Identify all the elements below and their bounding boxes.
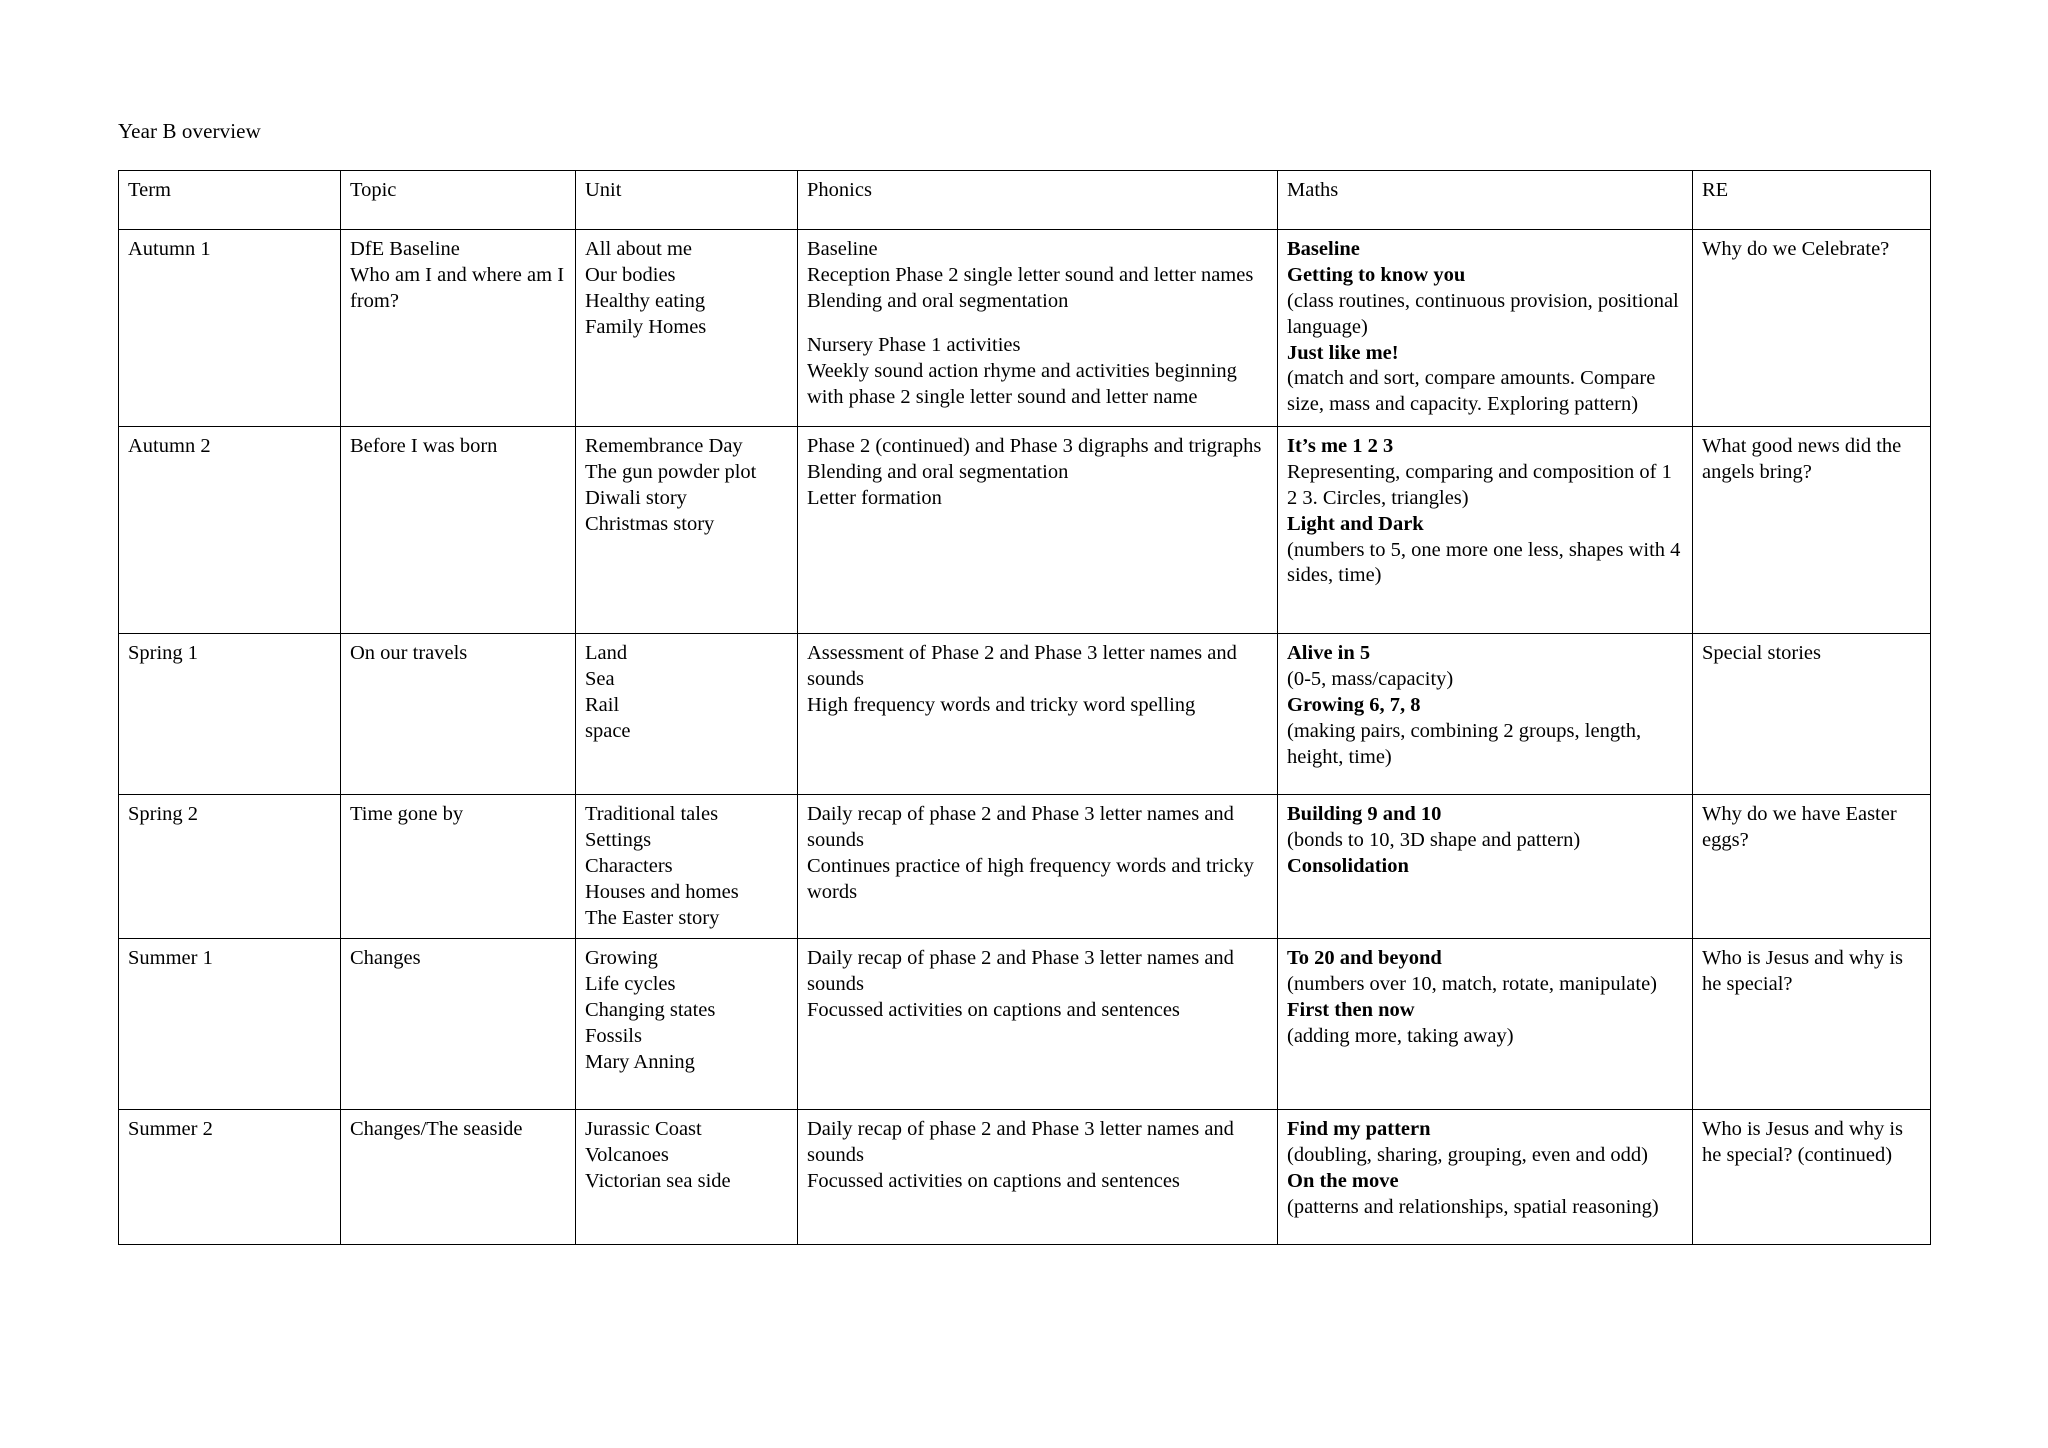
cell-re <box>1693 795 1931 939</box>
cell-maths-line: (numbers over 10, match, rotate, manipulate) <box>1287 973 1658 996</box>
cell-phonics-line: Focussed activities on captions and sentences <box>807 999 1180 1022</box>
cell-phonics-line: Weekly sound action rhyme and activities beginning with phase 2 single letter sound and letter name <box>807 360 1243 408</box>
cell-unit-line: The Easter story <box>585 906 720 929</box>
cell-unit-line: Jurassic Coast <box>585 1118 702 1141</box>
cell-re <box>1693 427 1931 634</box>
cell-unit-line: Life cycles <box>585 973 676 996</box>
cell-unit-line: Houses and homes <box>585 880 739 903</box>
cell-maths-line: (0-5, mass/capacity) <box>1287 668 1454 691</box>
cell-phonics-line: Letter formation <box>807 486 942 509</box>
cell-phonics-line: Blending and oral segmentation <box>807 461 1069 484</box>
cell-phonics-line: Continues practice of high frequency words and tricky words <box>807 854 1260 903</box>
cell-unit <box>576 427 798 634</box>
cell-unit-line: Changing states <box>585 999 716 1022</box>
cell-unit <box>576 634 798 795</box>
cell-phonics <box>798 939 1278 1110</box>
cell-term <box>119 427 341 634</box>
cell-unit-line: Growing <box>585 947 658 970</box>
cell-maths-line: Baseline <box>1287 238 1360 261</box>
column-header-maths: Maths <box>1278 171 1693 230</box>
cell-maths-line: It’s me 1 2 3 <box>1287 435 1394 458</box>
cell-phonics-line: Daily recap of phase 2 and Phase 3 letter names and sounds <box>807 947 1240 996</box>
cell-maths-line: Growing 6, 7, 8 <box>1287 693 1421 716</box>
cell-unit-line: Settings <box>585 829 652 852</box>
cell-topic-line: DfE Baseline <box>350 238 460 261</box>
cell-maths-line: First then now <box>1287 999 1415 1022</box>
cell-maths-line: Consolidation <box>1287 854 1409 877</box>
cell-phonics-line: Baseline <box>807 238 878 261</box>
column-header-unit: Unit <box>576 171 798 230</box>
cell-maths-line: (bonds to 10, 3D shape and pattern) <box>1287 829 1581 852</box>
cell-topic-line: Time gone by <box>350 803 464 826</box>
column-header-phonics: Phonics <box>798 171 1278 230</box>
cell-phonics-line: Daily recap of phase 2 and Phase 3 letter names and sounds <box>807 803 1240 852</box>
cell-maths-line: (class routines, continuous provision, positional language) <box>1287 289 1684 338</box>
cell-phonics-line: Assessment of Phase 2 and Phase 3 letter names and sounds <box>807 642 1242 691</box>
cell-maths <box>1278 230 1693 427</box>
cell-maths-line: Alive in 5 <box>1287 642 1371 665</box>
cell-term <box>119 939 341 1110</box>
cell-unit-line: The gun powder plot <box>585 461 757 484</box>
cell-unit-line: Healthy eating <box>585 289 706 312</box>
cell-unit-line: space <box>585 719 631 742</box>
cell-topic <box>341 795 576 939</box>
cell-maths-line: (match and sort, compare amounts. Compare size, mass and capacity. Exploring pattern) <box>1287 367 1661 416</box>
cell-re-line: What good news did the angels bring? <box>1702 435 1907 484</box>
cell-phonics-line: High frequency words and tricky word spelling <box>807 693 1196 716</box>
cell-term-line: Summer 2 <box>128 1118 213 1141</box>
table-header <box>119 171 1931 230</box>
cell-maths <box>1278 1110 1693 1245</box>
cell-topic-line: Before I was born <box>350 435 498 458</box>
cell-maths-line: Light and Dark <box>1287 512 1424 535</box>
cell-unit-line: Mary Anning <box>585 1050 695 1073</box>
cell-unit <box>576 1110 798 1245</box>
cell-unit-line: Remembrance Day <box>585 435 743 458</box>
cell-unit <box>576 795 798 939</box>
cell-phonics <box>798 427 1278 634</box>
table-row <box>119 230 1931 427</box>
cell-unit-line: Family Homes <box>585 315 707 338</box>
cell-term-line: Spring 1 <box>128 642 199 665</box>
cell-maths <box>1278 795 1693 939</box>
cell-re <box>1693 1110 1931 1245</box>
cell-term <box>119 230 341 427</box>
year-b-overview-table <box>118 170 1931 1245</box>
table-row <box>119 634 1931 795</box>
column-header-term: Term <box>119 171 341 230</box>
cell-term <box>119 634 341 795</box>
cell-maths-line: (patterns and relationships, spatial reasoning) <box>1287 1195 1659 1218</box>
cell-re <box>1693 230 1931 427</box>
cell-phonics <box>798 1110 1278 1245</box>
cell-phonics-line: Blending and oral segmentation <box>807 289 1069 312</box>
cell-re-line: Who is Jesus and why is he special? (continued) <box>1702 1118 1909 1167</box>
cell-re-line: Special stories <box>1702 642 1821 665</box>
cell-unit-line: Diwali story <box>585 486 687 509</box>
cell-term <box>119 1110 341 1245</box>
cell-topic-line: Changes/The seaside <box>350 1118 523 1141</box>
column-header-topic: Topic <box>341 171 576 230</box>
cell-term-line: Spring 2 <box>128 803 199 826</box>
cell-phonics <box>798 230 1278 427</box>
cell-unit-line: Fossils <box>585 1024 642 1047</box>
cell-maths-line: (adding more, taking away) <box>1287 1024 1514 1047</box>
cell-topic-line: Who am I and where am I from? <box>350 264 570 312</box>
cell-unit-line: Land <box>585 642 628 665</box>
cell-topic <box>341 1110 576 1245</box>
cell-maths-line: Representing, comparing and composition of 1 2 3. Circles, triangles) <box>1287 461 1677 509</box>
cell-phonics-line: Phase 2 (continued) and Phase 3 digraphs and trigraphs <box>807 435 1262 458</box>
cell-topic <box>341 634 576 795</box>
cell-topic-line: On our travels <box>350 642 468 665</box>
cell-unit-line: Christmas story <box>585 512 715 535</box>
cell-maths-line: (numbers to 5, one more one less, shapes with 4 sides, time) <box>1287 538 1686 587</box>
cell-topic-line: Changes <box>350 947 421 970</box>
cell-maths-line: Just like me! <box>1287 341 1399 364</box>
cell-phonics-line: Nursery Phase 1 activities <box>807 334 1021 357</box>
cell-phonics-line: Daily recap of phase 2 and Phase 3 letter names and sounds <box>807 1118 1240 1167</box>
cell-unit <box>576 230 798 427</box>
table-header-row <box>119 171 1931 230</box>
table-row <box>119 427 1931 634</box>
cell-unit-line: Volcanoes <box>585 1144 669 1167</box>
cell-unit <box>576 939 798 1110</box>
cell-phonics <box>798 634 1278 795</box>
cell-term-line: Summer 1 <box>128 947 213 970</box>
table-body <box>119 230 1931 1245</box>
cell-maths-line: On the move <box>1287 1170 1399 1193</box>
cell-re-line: Why do we have Easter eggs? <box>1702 803 1902 852</box>
cell-maths-line: To 20 and beyond <box>1287 947 1442 970</box>
cell-term <box>119 795 341 939</box>
column-header-re: RE <box>1693 171 1931 230</box>
cell-maths-line: (doubling, sharing, grouping, even and odd) <box>1287 1144 1648 1167</box>
cell-unit-line: All about me <box>585 238 693 261</box>
cell-term-line: Autumn 2 <box>128 435 211 458</box>
cell-maths <box>1278 427 1693 634</box>
table-row <box>119 1110 1931 1245</box>
cell-topic <box>341 230 576 427</box>
cell-maths <box>1278 634 1693 795</box>
cell-unit-line: Our bodies <box>585 264 676 287</box>
cell-re <box>1693 634 1931 795</box>
cell-maths <box>1278 939 1693 1110</box>
cell-unit-line: Characters <box>585 854 673 877</box>
cell-term-line: Autumn 1 <box>128 238 211 261</box>
cell-re <box>1693 939 1931 1110</box>
cell-maths-line: Building 9 and 10 <box>1287 803 1442 826</box>
cell-maths-line: (making pairs, combining 2 groups, length, height, time) <box>1287 719 1647 768</box>
cell-unit-line: Traditional tales <box>585 803 719 826</box>
cell-phonics <box>798 795 1278 939</box>
table-row <box>119 795 1931 939</box>
page-title: Year B overview <box>118 119 261 143</box>
cell-re-line: Who is Jesus and why is he special? <box>1702 947 1909 996</box>
cell-unit-line: Rail <box>585 693 620 716</box>
cell-unit-line: Victorian sea side <box>585 1170 731 1193</box>
cell-maths-line: Getting to know you <box>1287 264 1466 287</box>
cell-phonics-line <box>807 315 1269 333</box>
cell-re-line: Why do we Celebrate? <box>1702 238 1890 261</box>
cell-phonics-line: Reception Phase 2 single letter sound and letter names <box>807 264 1254 287</box>
cell-unit-line: Sea <box>585 668 615 691</box>
table-row <box>119 939 1931 1110</box>
cell-phonics-line: Focussed activities on captions and sentences <box>807 1170 1180 1193</box>
cell-maths-line: Find my pattern <box>1287 1118 1431 1141</box>
cell-topic <box>341 427 576 634</box>
cell-topic <box>341 939 576 1110</box>
